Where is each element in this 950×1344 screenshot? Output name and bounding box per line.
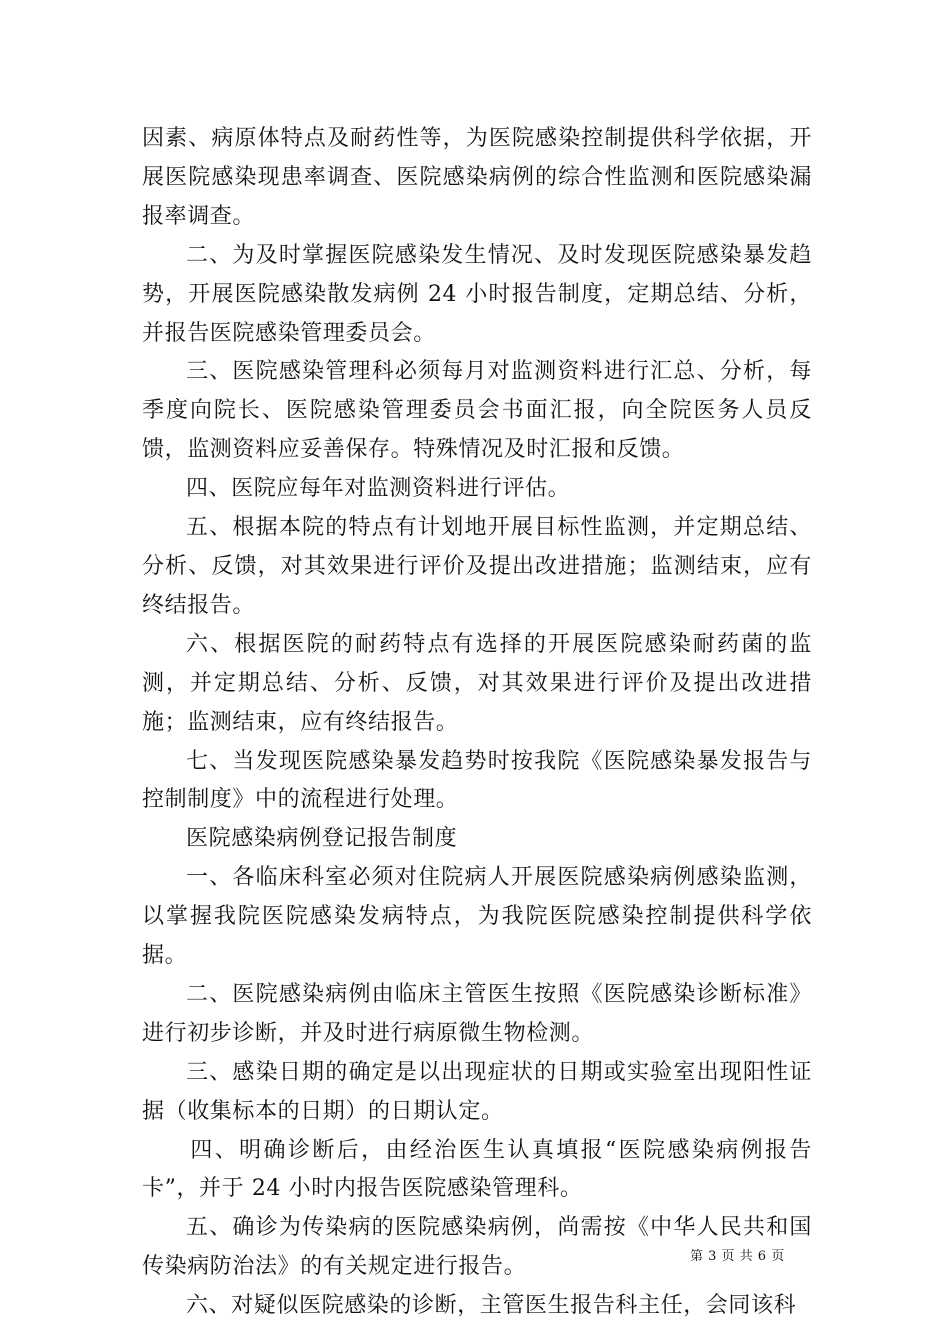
paragraph-item-2: 二、为及时掌握医院感染发生情况、及时发现医院感染暴发趋势，开展医院感染散发病例 24 小时报告制度，定期总结、分析，并报告医院感染管理委员会。 <box>142 242 812 346</box>
paragraph-item-6: 六、根据医院的耐药特点有选择的开展医院感染耐药菌的监测，并定期总结、分析、反馈，对其效果进行评价及提出改进措施；监测结束，应有终结报告。 <box>142 631 812 735</box>
paragraph-item-3: 三、医院感染管理科必须每月对监测资料进行汇总、分析，每季度向院长、医院感染管理委员会书面汇报，向全院医务人员反馈，监测资料应妥善保存。特殊情况及时汇报和反馈。 <box>142 359 812 463</box>
paragraph-item-4: 四、医院应每年对监测资料进行评估。 <box>186 476 571 502</box>
paragraph-item-5: 五、确诊为传染病的医院感染病例，尚需按《中华人民共和国传染病防治法》的有关规定进行报告。 <box>142 1215 812 1280</box>
paragraph-item-6: 六、对疑似医院感染的诊断，主管医生报告科主任，会同该科 <box>186 1293 797 1319</box>
page-number-footer: 第 3 页 共 6 页 <box>690 1249 785 1264</box>
document-body <box>142 120 812 1326</box>
paragraph-item-7: 七、当发现医院感染暴发趋势时按我院《医院感染暴发报告与控制制度》中的流程进行处理。 <box>142 748 812 813</box>
paragraph-item-1: 一、各临床科室必须对住院病人开展医院感染病例感染监测，以掌握我院医院感染发病特点，为我院医院感染控制提供科学依据。 <box>142 865 812 969</box>
paragraph-item-4: 四、明确诊断后，由经治医生认真填报“医院感染病例报告卡”，并于 24 小时内报告医院感染管理科。 <box>142 1137 812 1202</box>
paragraph-continuation: 因素、病原体特点及耐药性等，为医院感染控制提供科学依据，开展医院感染现患率调查、医院感染病例的综合性监测和医院感染漏报率调查。 <box>142 126 812 229</box>
paragraph-item-2: 二、医院感染病例由临床主管医生按照《医院感染诊断标准》进行初步诊断，并及时进行病原微生物检测。 <box>142 981 812 1046</box>
paragraph-item-5: 五、根据本院的特点有计划地开展目标性监测，并定期总结、分析、反馈，对其效果进行评价及提出改进措施；监测结束，应有终结报告。 <box>142 515 812 618</box>
paragraph-item-3: 三、感染日期的确定是以出现症状的日期或实验室出现阳性证据（收集标本的日期）的日期认定。 <box>142 1059 812 1124</box>
section-heading: 医院感染病例登记报告制度 <box>186 826 458 852</box>
